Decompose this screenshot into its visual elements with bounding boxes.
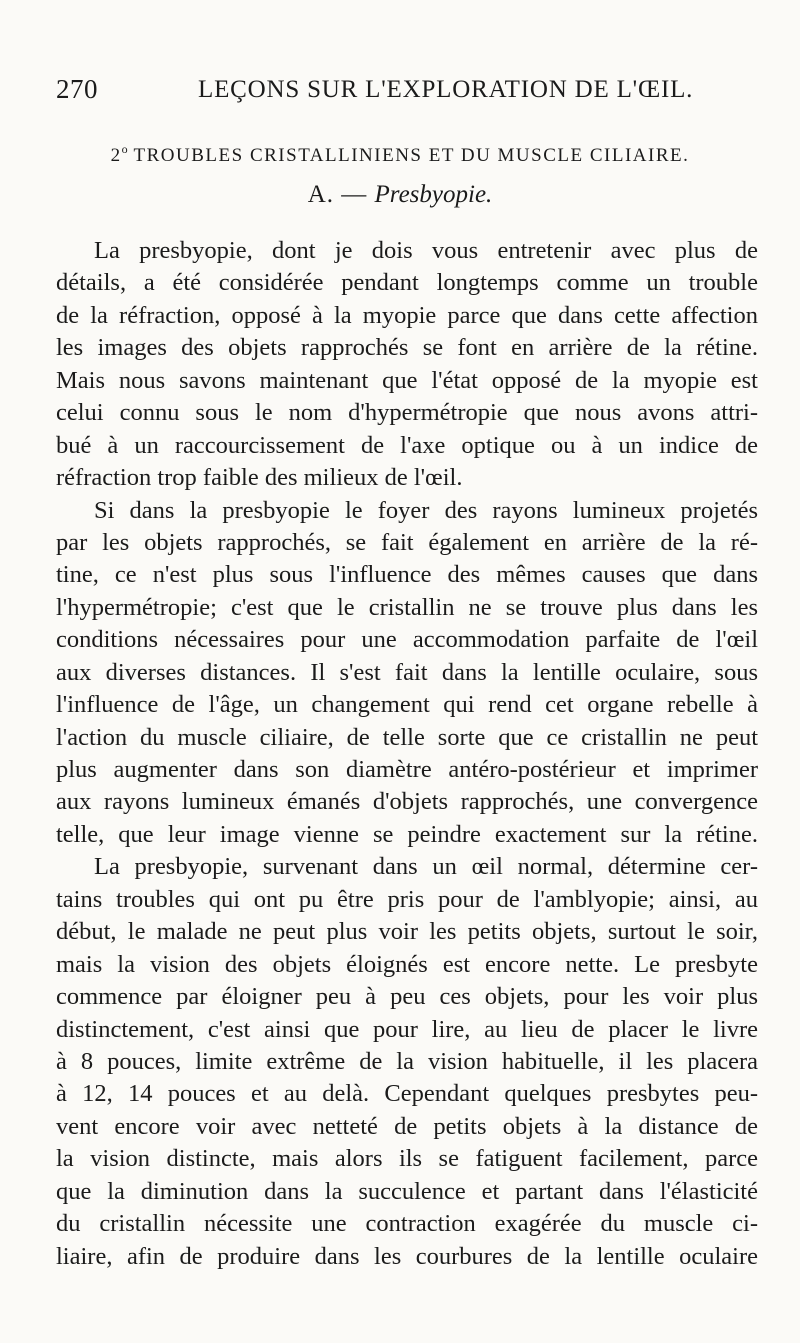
section-number-sup: o [121,142,128,156]
text-line: à 8 pouces, limite extrême de la vision habituelle, il les placera [56,1047,758,1075]
text-line: l'action du muscle ciliaire, de telle sorte que ce cristallin ne peut [56,723,758,751]
text-line: l'hypermétropie; c'est que le cristallin ne se trouve plus dans les [56,593,758,621]
text-line: les images des objets rapprochés se font en arrière de la rétine. [56,334,758,362]
text-line: vent encore voir avec netteté de petits objets à la distance de [56,1112,758,1140]
text-line: liaire, afin de produire dans les courbures de la lentille oculaire [56,1242,758,1270]
text-line: à 12, 14 pouces et au delà. Cependant quelques presbytes peu- [56,1080,758,1108]
section-number: 2 [110,145,122,166]
text-line: Si dans la presbyopie le foyer des rayons lumineux projetés [94,496,758,524]
text-line: aux diverses distances. Il s'est fait dans la lentille oculaire, sous [56,658,758,686]
text-line: aux rayons lumineux émanés d'objets rapprochés, une convergence [56,788,758,816]
text-line: l'influence de l'âge, un changement qui rend cet organe rebelle à [56,691,758,719]
text-line: réfraction trop faible des milieux de l'œil. [56,464,463,492]
running-head: LEÇONS SUR L'EXPLORATION DE L'ŒIL. [198,76,694,103]
page-number: 270 [56,74,98,104]
text-line: La presbyopie, dont je dois vous entretenir avec plus de [94,237,758,264]
text-line: bué à un raccourcissement de l'axe optique ou à un indice de [56,431,758,459]
text-line: mais la vision des objets éloignés est encore nette. Le presbyte [56,950,758,978]
body-text [56,235,758,1273]
text-line: Mais nous savons maintenant que l'état opposé de la myopie est [56,366,758,394]
subsection-label: A. — [307,181,375,208]
page-header [56,74,756,114]
text-line: détails, a été considérée pendant longtemps comme un trouble [56,269,758,297]
subsection-heading [0,181,800,209]
text-line: distinctement, c'est ainsi que pour lire, au lieu de placer le livre [56,1015,758,1043]
text-line: commence par éloigner peu à peu ces objets, pour les voir plus [56,983,758,1011]
text-line: début, le malade ne peut plus voir les petits objets, surtout le soir, [56,918,758,946]
section-title: TROUBLES CRISTALLINIENS ET DU MUSCLE CILIAIRE. [133,145,690,166]
subsection-title: Presbyopie. [374,181,493,208]
text-line: tains troubles qui ont pu être pris pour de l'amblyopie; ainsi, au [56,885,758,913]
text-line: La presbyopie, survenant dans un œil normal, détermine cer- [94,853,758,881]
text-line: celui connu sous le nom d'hypermétropie que nous avons attri- [56,399,758,427]
text-line: conditions nécessaires pour une accommodation parfaite de l'œil [56,626,758,654]
text-line: telle, que leur image vienne se peindre exactement sur la rétine. [56,820,758,848]
text-line: de la réfraction, opposé à la myopie parce que dans cette affection [56,301,758,329]
text-line: que la diminution dans la succulence et partant dans l'élasticité [56,1177,758,1205]
text-line: du cristallin nécessite une contraction exagérée du muscle ci- [56,1210,758,1238]
text-line: par les objets rapprochés, se fait également en arrière de la ré- [56,528,758,556]
section-heading [0,142,800,167]
text-line: tine, ce n'est plus sous l'influence des mêmes causes que dans [56,561,758,589]
text-line: plus augmenter dans son diamètre antéro-postérieur et imprimer [56,756,758,783]
text-line: la vision distincte, mais alors ils se fatiguent facilement, parce [56,1145,758,1173]
